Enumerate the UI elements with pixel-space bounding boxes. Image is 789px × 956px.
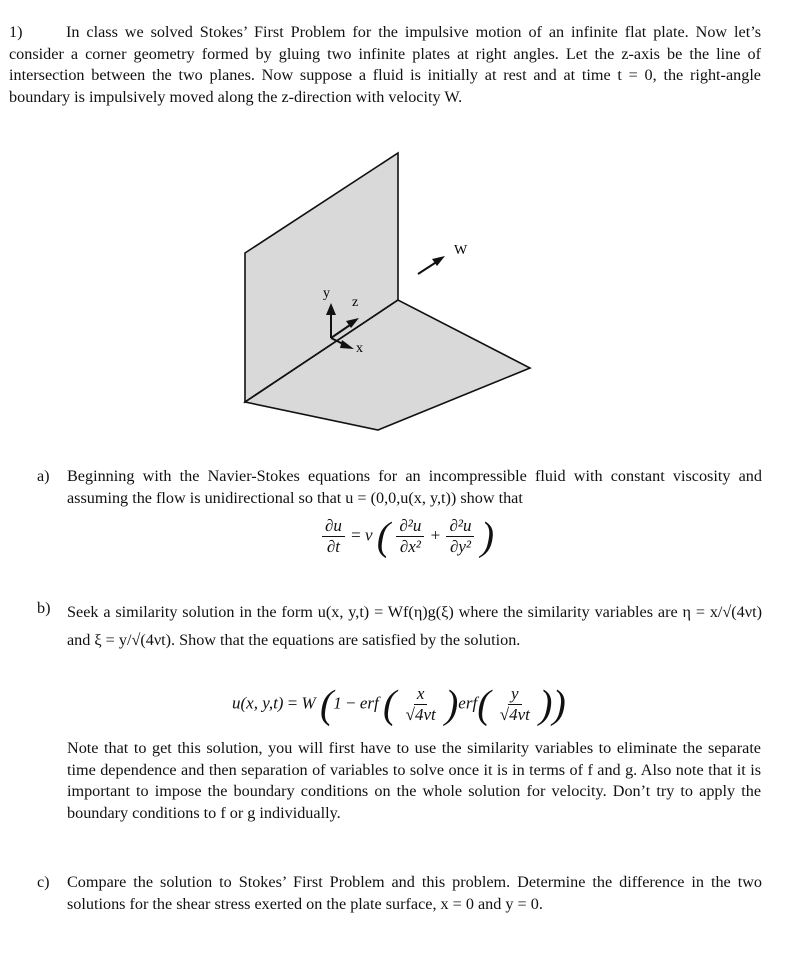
part-c-label: c): [37, 873, 50, 891]
part-b: [37, 598, 762, 654]
part-c: [37, 872, 762, 915]
label-x: x: [356, 341, 363, 356]
label-y: y: [323, 286, 330, 301]
part-a: [37, 466, 762, 509]
part-b-text: Seek a similarity solution in the form u(x, y,t) = Wf(η)g(ξ) where the similarity variables are η = x/√(4νt) and ξ = y/√(4νt). Show that the equations are satisfied by the solution.: [67, 603, 762, 649]
intro-text: In class we solved Stokes’ First Problem for the impulsive motion of an infinite flat plate. Now let’s consider a corner geometry formed by gluing two infinite plates at right angles. Let the z-axis be the line of intersection between the two planes. Now suppose a fluid is initially at rest and at time t = 0, the right-angle boundary is impulsively moved along the z-direction with velocity W.: [9, 23, 761, 106]
equation-a: $\frac{\partial u}{\partial t}$ = ν ( $\frac{\text{∂²u}}{\text{∂x²}}$ + $\frac{\text{∂²u}}{\text{∂y²}}$ ): [320, 516, 494, 557]
part-b-note: Note that to get this solution, you will first have to use the similarity variables to eliminate the separate time dependence and then separation of variables to solve once it is in terms of f and g. Also note that it is important to impose the boundary conditions on the whole solution for velocity. Don’t try to apply the boundary conditions to f or g individually.: [67, 739, 761, 822]
problem-intro: [9, 22, 761, 108]
corner-geometry-figure: [225, 150, 545, 440]
part-c-text: Compare the solution to Stokes’ First Problem and this problem. Determine the difference in the two solutions for the shear stress exerted on the plate surface, x = 0 and y = 0.: [67, 873, 762, 913]
velocity-arrow: [418, 256, 445, 274]
label-z: z: [352, 295, 359, 310]
part-a-text: Beginning with the Navier-Stokes equations for an incompressible fluid with constant viscosity and assuming the flow is unidirectional so that u = (0,0,u(x, y,t)) show that: [67, 467, 762, 507]
label-w: W: [454, 243, 468, 258]
part-a-label: a): [37, 467, 50, 485]
equation-b: u(x, y,t) = W (1 − erf ( $\frac{x}{√4\nu t}$ )erf( $\frac{y}{√4\nu t}$ )): [232, 681, 566, 727]
part-b-label: b): [37, 599, 51, 617]
problem-number: 1): [9, 23, 23, 41]
